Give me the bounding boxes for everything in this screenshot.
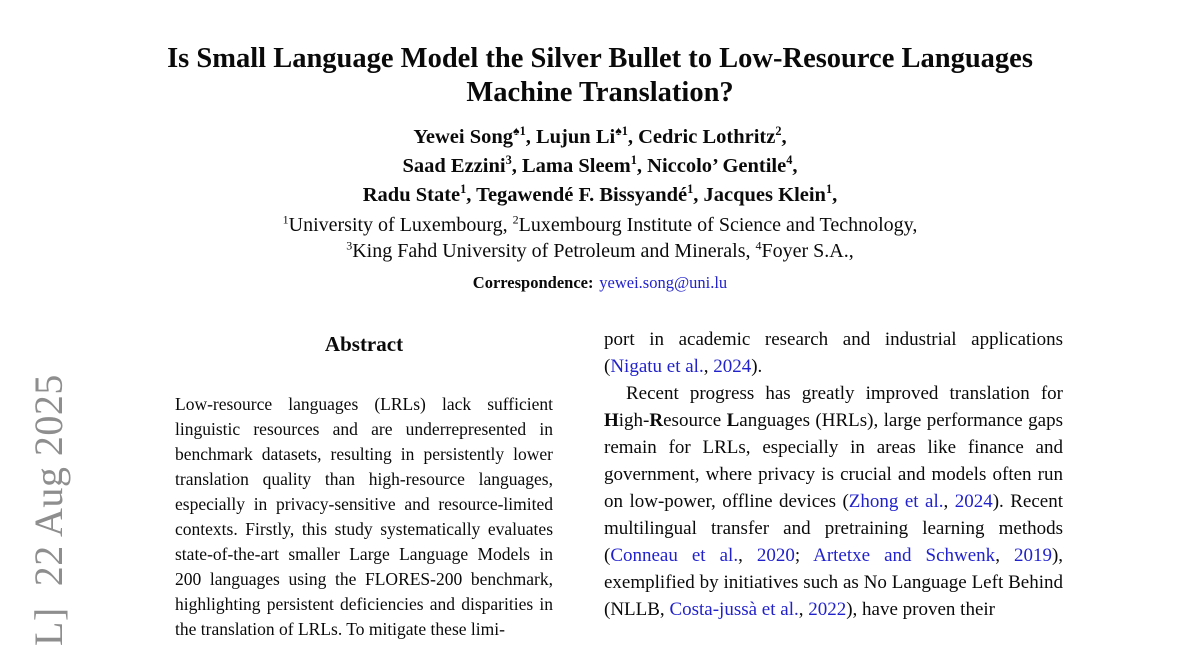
citation-link[interactable]: 2024 bbox=[713, 356, 752, 377]
text-run: Recent progress has greatly improved translation for bbox=[626, 383, 1063, 404]
title-line-2: Machine Translation? bbox=[466, 77, 734, 108]
text-run: igh- bbox=[618, 410, 650, 431]
abstract-heading: Abstract bbox=[324, 332, 404, 356]
text-run: Saad Ezzini bbox=[402, 155, 506, 177]
author-line bbox=[0, 181, 1200, 210]
text-run: , Niccolo’ Gentile bbox=[636, 155, 787, 177]
correspondence-email-link[interactable]: yewei.song@uni.lu bbox=[599, 273, 728, 292]
intro-paragraph bbox=[604, 326, 1063, 380]
abstract-body: Low-resource languages (LRLs) lack sufficient linguistic resources and are underrepresented in benchmark datasets, resulting in persistently lower translation quality than high-resource languages, especially in privacy-sensitive and resource-limited contexts. Firstly, this study systematically evaluates state-of-the-art smaller Large Language Models in 200 languages using the FLORES-200 benchmark, highlighting persistent deficiencies and disparities in the translation of LRLs. To mitigate these limi- bbox=[175, 394, 553, 639]
text-run: , bbox=[792, 155, 798, 177]
citation-link[interactable]: Conneau et al. bbox=[610, 545, 739, 566]
superscript: ♠1 bbox=[615, 124, 628, 139]
superscript: 1 bbox=[687, 182, 694, 197]
citation-link[interactable]: 2024 bbox=[954, 491, 993, 512]
arxiv-stamp: L] 22 Aug 2025 bbox=[26, 374, 71, 646]
superscript: 2 bbox=[775, 124, 782, 139]
citation-link[interactable]: 2019 bbox=[1013, 545, 1052, 566]
title-line-1: Is Small Language Model the Silver Bullet to Low-Resource Languages bbox=[167, 43, 1033, 74]
paper-header bbox=[0, 0, 1200, 293]
superscript: 4 bbox=[786, 153, 793, 168]
text-run: Yewei Song bbox=[413, 126, 514, 148]
superscript: 1 bbox=[630, 153, 637, 168]
text-run: , bbox=[738, 545, 757, 566]
text-run: esource bbox=[663, 410, 727, 431]
bold-run: R bbox=[649, 410, 664, 431]
correspondence-line bbox=[0, 273, 1200, 293]
intro-column bbox=[604, 326, 1063, 623]
superscript: ♠1 bbox=[513, 124, 526, 139]
text-run: , bbox=[943, 491, 955, 512]
superscript: 4 bbox=[755, 238, 762, 253]
intro-paragraph bbox=[604, 380, 1063, 623]
text-run: University of Luxembourg, bbox=[288, 214, 513, 236]
text-run: , Cedric Lothritz bbox=[627, 126, 776, 148]
author-line bbox=[0, 123, 1200, 152]
text-run: Foyer S.A., bbox=[761, 240, 854, 262]
citation-link[interactable]: Artetxe and Schwenk bbox=[813, 545, 996, 566]
abstract-section bbox=[175, 331, 553, 642]
text-run: ). bbox=[751, 356, 763, 377]
citation-link[interactable]: Costa-jussà et al. bbox=[669, 599, 799, 620]
affiliation-block bbox=[0, 212, 1200, 264]
citation-link[interactable]: Nigatu et al. bbox=[610, 356, 704, 377]
text-run: , bbox=[703, 356, 714, 377]
author-block bbox=[0, 123, 1200, 210]
bold-run: L bbox=[726, 410, 740, 431]
superscript: 3 bbox=[505, 153, 512, 168]
text-run: Luxembourg Institute of Science and Technology, bbox=[518, 214, 918, 236]
superscript: 1 bbox=[825, 182, 833, 197]
superscript: 3 bbox=[346, 238, 353, 253]
text-run: ), have proven their bbox=[846, 599, 995, 620]
text-run: , Jacques Klein bbox=[693, 184, 826, 206]
bold-run: H bbox=[604, 410, 619, 431]
superscript: 1 bbox=[460, 182, 467, 197]
affiliation-line bbox=[0, 212, 1200, 238]
paper-title bbox=[0, 0, 1200, 110]
text-run: , Tegawendé F. Bissyandé bbox=[466, 184, 688, 206]
superscript: 1 bbox=[282, 212, 289, 227]
correspondence-label: Correspondence: bbox=[472, 273, 594, 292]
text-run: , Lujun Li bbox=[525, 126, 616, 148]
author-line bbox=[0, 152, 1200, 181]
text-run: , bbox=[832, 184, 838, 206]
citation-link[interactable]: 2020 bbox=[756, 545, 795, 566]
affiliation-line bbox=[0, 238, 1200, 264]
text-run: ). Recent multilingual transfer and pretraining learning methods ( bbox=[604, 491, 1064, 566]
text-run: ; bbox=[794, 545, 814, 566]
text-run: King Fahd University of Petroleum and Minerals, bbox=[352, 240, 756, 262]
citation-link[interactable]: Zhong et al. bbox=[848, 491, 944, 512]
text-run: , Lama Sleem bbox=[511, 155, 631, 177]
text-run: , bbox=[798, 599, 809, 620]
text-run: , bbox=[995, 545, 1014, 566]
text-run: , bbox=[781, 126, 787, 148]
superscript: 2 bbox=[512, 212, 519, 227]
text-run: ), exemplified by initiatives such as No Language Left Behind (NLLB, bbox=[604, 545, 1064, 620]
text-run: anguages (HRLs), large performance gaps remain for LRLs, especially in areas like finance and government, where privacy is crucial and models often run on low-power, offline devices ( bbox=[604, 410, 1063, 512]
text-run: Radu State bbox=[362, 184, 461, 206]
citation-link[interactable]: 2022 bbox=[808, 599, 847, 620]
text-run: port in academic research and industrial applications ( bbox=[604, 329, 1063, 377]
